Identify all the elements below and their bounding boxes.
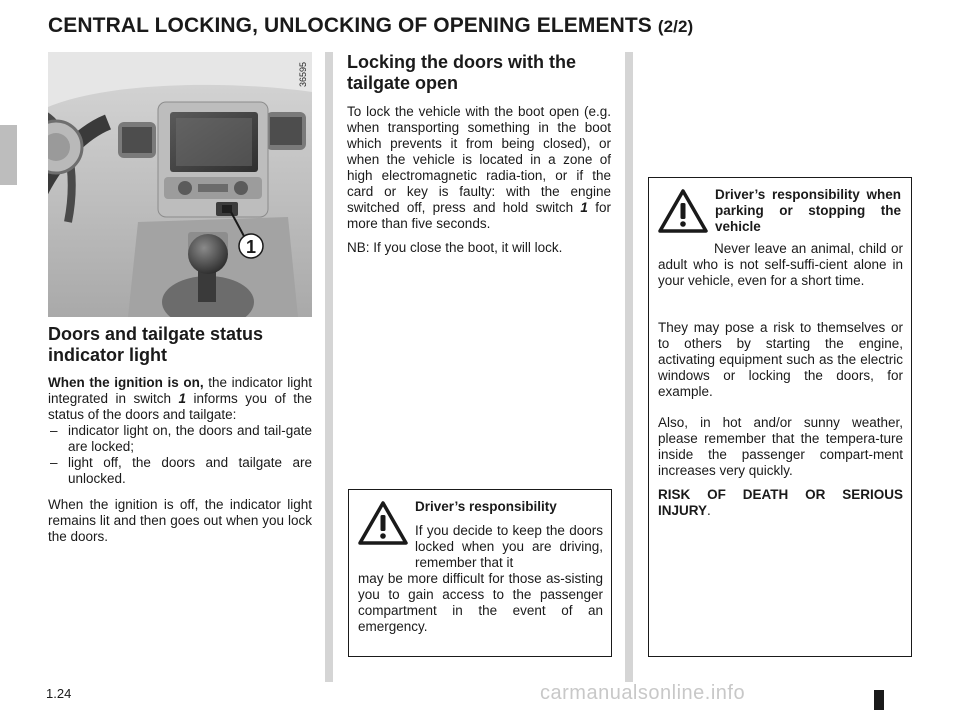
- locking-switch-ref: 1: [580, 200, 588, 215]
- warning-parking-para1: Never leave an animal, child or adult who is not self-suffi-cient alone in your vehicle, even for a short time.: [658, 241, 903, 288]
- locking-para-b: for more than five seconds.: [347, 200, 611, 231]
- locking-note: NB: If you close the boot, it will lock.: [347, 240, 563, 255]
- status-intro: [48, 375, 312, 423]
- status-list: [48, 423, 312, 487]
- list-item-text: indicator light on, the doors and tail-gate are locked;: [68, 423, 312, 454]
- status-switch-ref: 1: [178, 391, 187, 406]
- status-intro-a: the indicator light integrated in switch: [48, 375, 313, 406]
- dashboard-illustration: [48, 52, 312, 317]
- warning-parking-heading: Driver’s responsibility when parking or stopping the vehicle: [715, 187, 901, 234]
- locking-section: [347, 52, 611, 256]
- locking-para-a: To lock the vehicle with the boot open (e.g. when transporting something in the boot which prevents it from being closed), or when the vehicle is located in a zone of high electromagnetic radia-tion, or if the card or key is faulty: with the engine switched off, press and hold switch: [347, 104, 611, 215]
- corner-marker: [874, 690, 884, 710]
- warning-triangle-icon: [358, 501, 408, 545]
- list-item: [48, 455, 312, 487]
- column-separator-right: [625, 52, 633, 682]
- warning-triangle-icon: [658, 189, 708, 233]
- page-title: [48, 14, 693, 38]
- warning-parking-risk: RISK OF DEATH OR SERIOUS INJURY: [658, 487, 903, 518]
- dash-mark: –: [50, 455, 58, 470]
- locking-heading: Locking the doors with the tailgate open: [347, 52, 576, 93]
- status-heading: Doors and tailgate status indicator light: [48, 324, 264, 365]
- column-separator-left: [325, 52, 333, 682]
- page-number: 1.24: [46, 686, 72, 701]
- page-title-suffix: (2/2): [657, 17, 694, 36]
- dash-mark: –: [50, 423, 58, 438]
- status-intro-bold: When the ignition is on,: [48, 375, 204, 390]
- warning-parking-risk-end: .: [707, 503, 711, 518]
- warning-driving-heading: Driver’s responsibility: [415, 499, 557, 514]
- warning-box-parking: [648, 177, 912, 657]
- watermark: carmanualsonline.info: [540, 682, 746, 704]
- status-section: [48, 324, 312, 545]
- warning-parking-para3: Also, in hot and/or sunny weather, please remember that the tempera-ture inside the passenger compart-ment increases very quickly.: [658, 415, 903, 478]
- warning-box-driving: [348, 489, 612, 657]
- list-item: [48, 423, 312, 455]
- status-closing: When the ignition is off, the indicator light remains lit and then goes out when you lock the doors.: [48, 497, 312, 544]
- warning-parking-para2: They may pose a risk to themselves or to others by starting the engine, activating equipment such as the electric windows or locking the doors, for example.: [658, 320, 903, 399]
- status-intro-b: informs you of the status of the doors and tailgate:: [48, 391, 313, 422]
- list-item-text: light off, the doors and tailgate are unlocked.: [68, 455, 312, 486]
- callout-label: 1: [245, 237, 257, 257]
- page-title-text: CENTRAL LOCKING, UNLOCKING OF OPENING ELEMENTS: [48, 14, 652, 37]
- locking-paragraph: [347, 104, 611, 232]
- warning-driving-text-a: If you decide to keep the doors locked when you are driving, remember that it: [415, 523, 603, 570]
- image-reference: 36595: [298, 62, 308, 88]
- dashboard-photo: [48, 52, 312, 317]
- warning-driving-text-b: may be more difficult for those as-sisting you to gain access to the passenger compartment in the event of an emergency.: [358, 571, 603, 634]
- chapter-tab: [0, 125, 17, 185]
- warning-parking-para4: [658, 487, 903, 519]
